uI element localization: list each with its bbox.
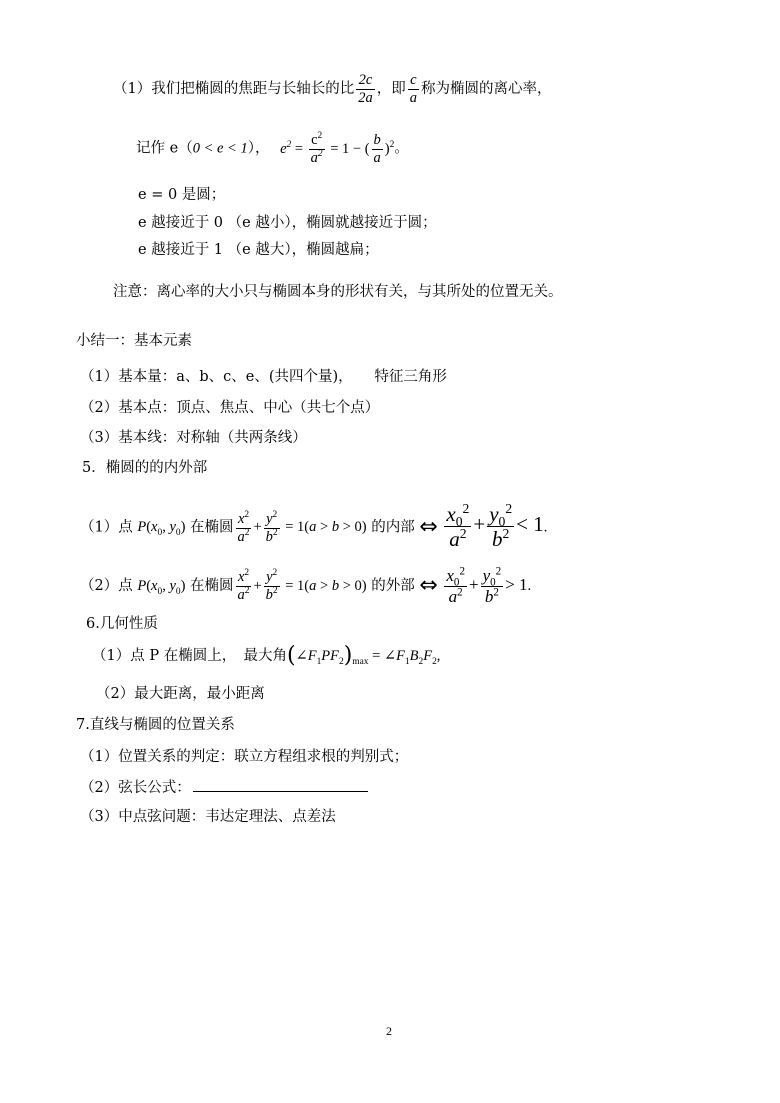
section5-title: 5．椭圆的的内外部 bbox=[82, 460, 208, 476]
inner-suffix: 的内部 bbox=[371, 519, 415, 536]
ecc-definition-line bbox=[113, 72, 551, 106]
inner-prefix: （1）点 bbox=[80, 519, 133, 536]
section6-item-1: （1）点 P 在椭圆上， 最大角$(\angle F_1PF_2)_{max}$ = $\angle F_1B_2F_2$, bbox=[92, 643, 441, 668]
outer-mid: 在椭圆 bbox=[190, 577, 234, 594]
ecc-e-large: e 越接近于 1 （e 越大），椭圆越扁； bbox=[138, 242, 379, 258]
ecc-e-small: e 越接近于 0 （e 越小），椭圆就越接近于圆； bbox=[138, 215, 437, 231]
ecc-prefix: （1）我们把椭圆的焦距与长轴长的比 bbox=[113, 81, 355, 98]
ecc-record-close: ）， bbox=[247, 140, 270, 157]
outer-suffix: 的外部 bbox=[371, 577, 415, 594]
ellipse-equation-2: $\frac{x^2}{a^2}$ + $\frac{y^2}{b^2}$ = 1(a > b > 0) bbox=[237, 568, 367, 604]
ecc-end-mark: 。 bbox=[394, 140, 409, 157]
ratio-c-a: $\frac{c}{a}$ bbox=[409, 72, 417, 106]
max-subscript: max bbox=[352, 656, 369, 667]
ecc-record-prefix: 记作 e（ bbox=[136, 140, 193, 157]
angle-f1pf2: $\angle F_1PF_2$ bbox=[295, 648, 344, 667]
summary-item-2: （2）基本点：顶点、焦点、中心（共七个点） bbox=[80, 400, 380, 416]
point-p-2: $P(x_0$, $y_0$) bbox=[137, 577, 186, 597]
ecc-e0: e = 0 是圆； bbox=[138, 187, 226, 203]
inner-condition-line: （1）点 $P(x_0$, $y_0$) 在椭圆 $\frac{x^2}{a^2}$ + $\frac{y^2}{b^2}$ = 1(a > b > 0) 的内部 ⇔ $\frac{x_0^2}{a^2}$ + $\frac{y_0^2}{b^2}$ < 1. bbox=[80, 501, 548, 552]
chord-length-label: （2）弦长公式： bbox=[80, 780, 191, 796]
section7-item-3: （3）中点弦问题：韦达定理法、点差法 bbox=[80, 809, 336, 825]
inner-mid: 在椭圆 bbox=[190, 519, 234, 536]
section6-item1-prefix: （1）点 P 在椭圆上， 最大角 bbox=[92, 648, 287, 664]
point-p: $P(x_0$, $y_0$) bbox=[137, 519, 186, 539]
summary-title: 小结一：基本元素 bbox=[76, 333, 192, 349]
section7-item-2 bbox=[80, 777, 368, 798]
outer-condition-line: （2）点 $P(x_0$, $y_0$) 在椭圆 $\frac{x^2}{a^2}$ + $\frac{y^2}{b^2}$ = 1(a > b > 0) 的外部 ⇔ $\frac{x_0^2}{a^2}$ + $\frac{y_0^2}{b^2}$ > 1. bbox=[80, 565, 532, 606]
chord-length-blank bbox=[193, 777, 368, 792]
ecc-range: 0 < e < 1 bbox=[192, 140, 248, 157]
outer-prefix: （2）点 bbox=[80, 577, 133, 594]
summary-item-1: （1）基本量：a、b、c、e、(共四个量)， 特征三角形 bbox=[80, 369, 447, 385]
iff-arrow-icon-2: ⇔ bbox=[419, 572, 438, 598]
inner-inequality: $\frac{x_0^2}{a^2}$ + $\frac{y_0^2}{b^2}$ < 1 bbox=[446, 501, 544, 552]
summary-item-3: （3）基本线：对称轴（共两条线） bbox=[80, 430, 307, 446]
section7-item-1: （1）位置关系的判定：联立方程组求根的判别式； bbox=[80, 749, 409, 765]
ecc-note: 注意：离心率的大小只与椭圆本身的形状有关，与其所处的位置无关。 bbox=[113, 284, 563, 300]
ellipse-equation: $\frac{x^2}{a^2}$ + $\frac{y^2}{b^2}$ = 1(a > b > 0) bbox=[237, 510, 367, 545]
section7-title: 7.直线与椭圆的位置关系 bbox=[76, 717, 235, 733]
ecc-mid: ，即 bbox=[376, 81, 406, 98]
angle-f1b2f2: = $\angle F_1B_2F_2$ bbox=[372, 648, 437, 667]
ecc-suffix: 称为椭圆的离心率， bbox=[420, 81, 552, 98]
ecc-formula: $e^2$ = $\frac{c^2}{a^2}$ = 1 − ( $\frac{b}{a}$ )$^2$ bbox=[280, 131, 395, 166]
outer-inequality: $\frac{x_0^2}{a^2}$ + $\frac{y_0^2}{b^2}$ > 1 bbox=[446, 565, 528, 606]
ecc-record-line bbox=[136, 132, 409, 166]
page-number: 2 bbox=[386, 1024, 392, 1038]
section6-item-2: （2）最大距离，最小距离 bbox=[96, 686, 265, 702]
iff-arrow-icon: ⇔ bbox=[419, 514, 438, 540]
section6-title: 6.几何性质 bbox=[86, 616, 158, 632]
ratio-2c-2a: $\frac{2c}{2a}$ bbox=[358, 72, 373, 106]
